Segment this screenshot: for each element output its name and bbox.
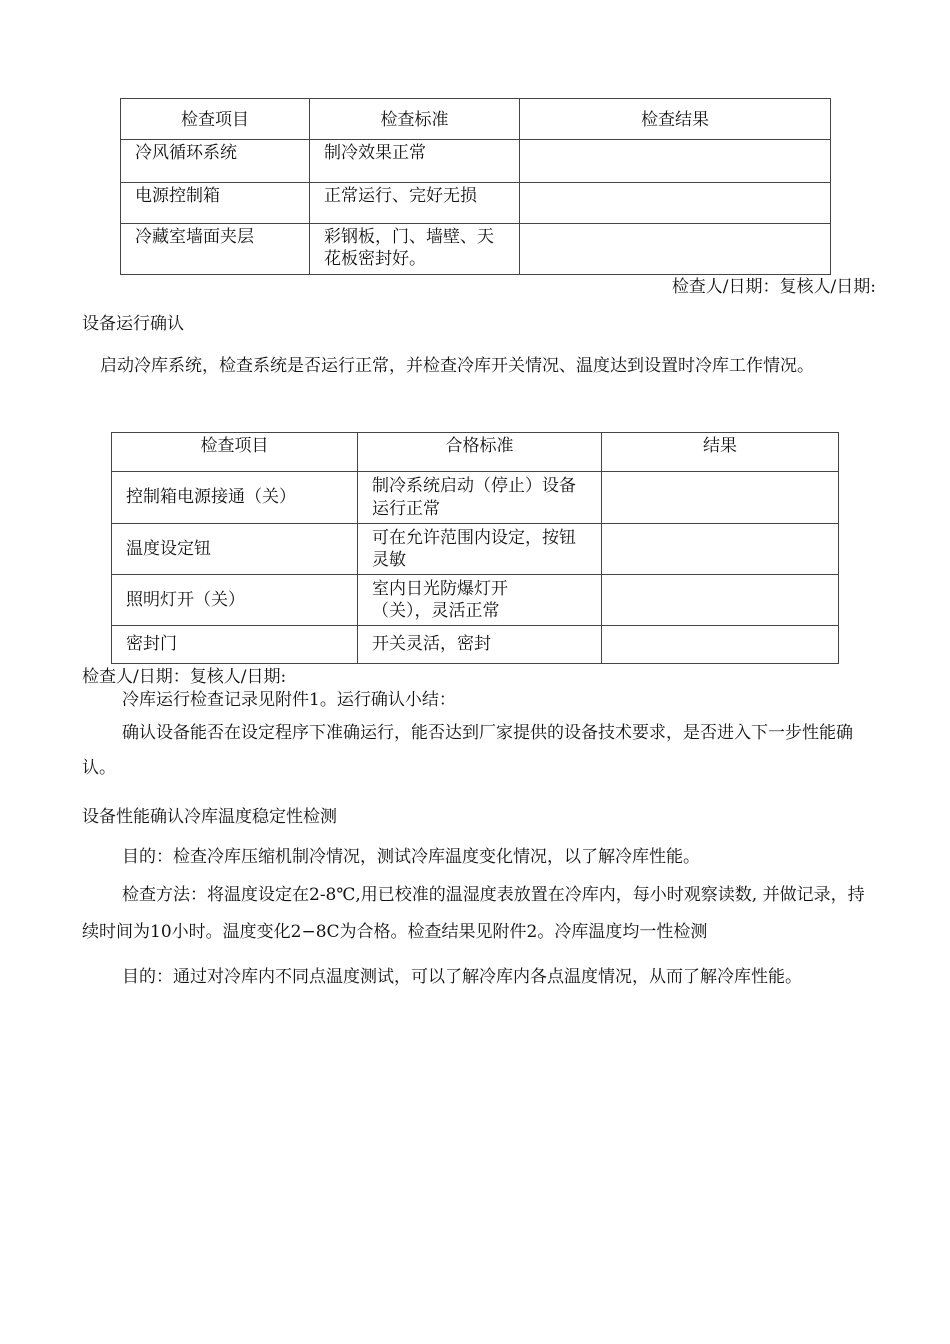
paragraph: 启动冷库系统，检查系统是否运行正常，并检查冷库开关情况、温度达到设置时冷库工作情况。 — [100, 356, 814, 376]
table-cell: 制冷系统启动（停止）设备运行正常 — [358, 472, 602, 524]
signoff-line: 检查人/日期：复核人/日期: — [82, 667, 287, 687]
table-row — [121, 224, 831, 275]
inspection-table-1 — [120, 98, 831, 275]
inspection-table-2 — [111, 432, 839, 664]
table-row — [112, 626, 839, 664]
table-header-row — [112, 433, 839, 472]
table-cell: 彩钢板，门、墙壁、天花板密封好。 — [310, 224, 520, 275]
paragraph: 确认设备能否在设定程序下准确运行，能否达到厂家提供的设备技术要求，是否进入下一步性能确认。 — [82, 723, 853, 778]
paragraph: 冷库运行检查记录见附件1。运行确认小结： — [122, 690, 456, 710]
table-cell: 控制箱电源接通（关） — [112, 472, 358, 524]
header-cell: 检查项目 — [121, 99, 310, 140]
signoff-line: 检查人/日期：复核人/日期: — [671, 277, 876, 297]
table-cell: 照明灯开（关） — [112, 575, 358, 626]
table-cell: 开关灵活，密封 — [358, 626, 602, 664]
table-cell — [520, 224, 831, 275]
table-cell: 正常运行、完好无损 — [310, 183, 520, 224]
table-row — [121, 140, 831, 183]
paragraph: 检查方法：将温度设定在2-8℃,用已校准的温湿度表放置在冷库内，每小时观察读数, 并做记录，持续时间为10小时。温度变化2−8C为合格。检查结果见附件2。冷库温度均一性检测 — [82, 885, 865, 942]
table-header-row — [121, 99, 831, 140]
table-cell: 冷藏室墙面夹层 — [121, 224, 310, 275]
section-title: 设备运行确认 — [82, 314, 184, 334]
table-cell — [520, 183, 831, 224]
table-cell — [602, 626, 839, 664]
header-cell: 结果 — [602, 433, 839, 472]
table-cell: 温度设定钮 — [112, 524, 358, 575]
table-cell: 电源控制箱 — [121, 183, 310, 224]
table-cell — [520, 140, 831, 183]
table-row — [121, 183, 831, 224]
header-cell: 检查项目 — [112, 433, 358, 472]
table-cell — [602, 472, 839, 524]
header-cell: 合格标准 — [358, 433, 602, 472]
table-cell — [602, 575, 839, 626]
header-cell: 检查标准 — [310, 99, 520, 140]
table-cell: 冷风循环系统 — [121, 140, 310, 183]
table-cell: 密封门 — [112, 626, 358, 664]
paragraph: 目的：检查冷库压缩机制冷情况，测试冷库温度变化情况，以了解冷库性能。 — [122, 847, 700, 867]
table-row — [112, 524, 839, 575]
paragraph: 目的：通过对冷库内不同点温度测试，可以了解冷库内各点温度情况，从而了解冷库性能。 — [122, 967, 802, 987]
table-cell: 制冷效果正常 — [310, 140, 520, 183]
table-cell: 可在允许范围内设定，按钮灵敏 — [358, 524, 602, 575]
header-cell: 检查结果 — [520, 99, 831, 140]
table-cell: 室内日光防爆灯开（关），灵活正常 — [358, 575, 602, 626]
table-cell — [602, 524, 839, 575]
table-row — [112, 575, 839, 626]
section-title: 设备性能确认冷库温度稳定性检测 — [82, 807, 337, 827]
table-row — [112, 472, 839, 524]
